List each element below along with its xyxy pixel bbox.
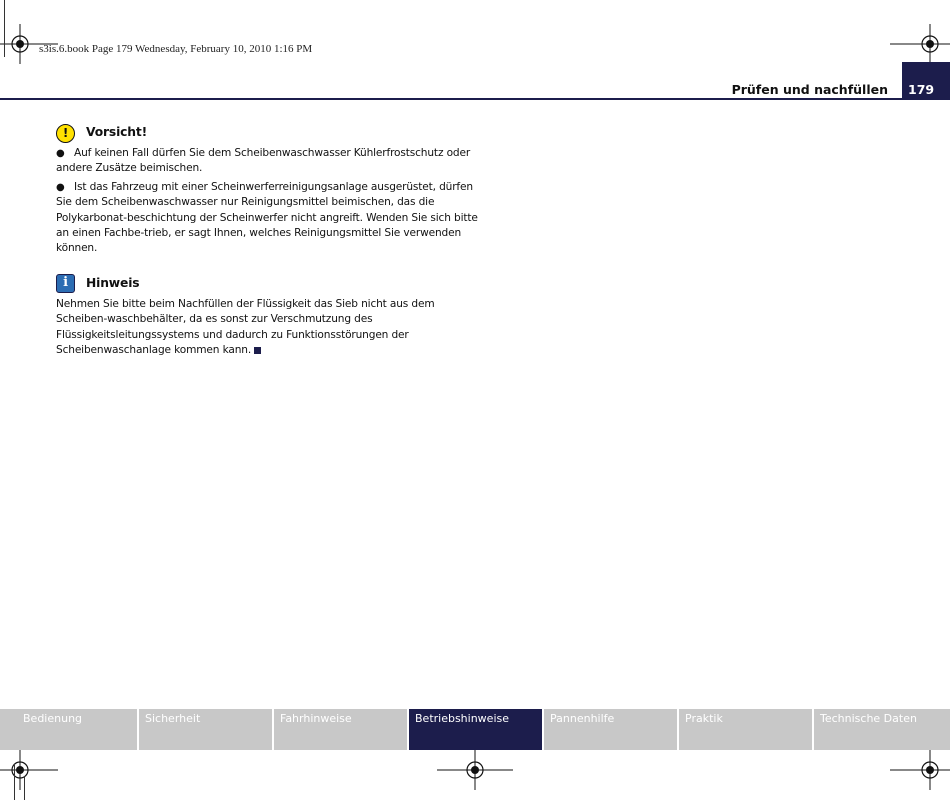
tab-fahrhinweise[interactable] (274, 709, 407, 750)
trim-line-left-bottom-2 (24, 776, 25, 800)
caution-title: Vorsicht! (86, 125, 148, 140)
page-content (56, 122, 481, 358)
page-number: 179 (908, 82, 935, 97)
tab-technische-daten[interactable] (814, 709, 950, 750)
caution-icon (56, 124, 75, 143)
caution-bullet-text: Ist das Fahrzeug mit einer Scheinwerferreinigungsanlage ausgerüstet, dürfen Sie dem Scheibenwaschwasser nur Reinigungsmittel beimischen, das die Polykarbonat-beschichtung der Scheinwerfer nicht angreift. Wenden Sie sich bitte an einen Fachbe-trieb, er sagt Ihnen, welches Reinigungsmittel Sie verwenden können. (56, 180, 478, 255)
tab-label: Sicherheit (145, 712, 201, 725)
bullet-dot-icon: ● (56, 148, 65, 159)
bullet-dot-icon: ● (56, 181, 65, 193)
registration-mark-bottom-left-icon (0, 750, 60, 790)
tab-label: Praktik (685, 712, 723, 725)
tab-label: Pannenhilfe (550, 712, 615, 725)
tab-bedienung[interactable] (0, 709, 137, 750)
registration-mark-bottom-right-icon (890, 750, 950, 790)
chapter-tab-bar (0, 709, 950, 750)
section-title: Prüfen und nachfüllen (731, 82, 888, 97)
note-block (56, 273, 481, 359)
caution-heading (56, 122, 481, 144)
tab-label: Bedienung (23, 712, 83, 725)
note-paragraph (56, 297, 481, 359)
registration-mark-top-right-icon (890, 24, 950, 64)
caution-bullet-text: Auf keinen Fall dürfen Sie dem Scheibenwaschwasser Kühlerfrostschutz oder andere Zusätze beimischen. (56, 147, 471, 175)
caution-block (56, 122, 481, 257)
note-text: Nehmen Sie bitte beim Nachfüllen der Flüssigkeit das Sieb nicht aus dem Scheiben-waschbehälter, da es sonst zur Verschmutzung des Flüssigkeitsleitungssystems und dadurch zu Funktionsstörungen der Scheibenwaschanlage kommen kann. (56, 297, 435, 357)
note-title: Hinweis (86, 276, 140, 291)
header-rule (0, 98, 902, 100)
trim-line-left (4, 0, 5, 57)
caution-bullet (56, 180, 481, 257)
trim-line-left-bottom (14, 764, 15, 800)
tab-label: Betriebshinweise (415, 712, 510, 725)
caution-bullet (56, 146, 481, 177)
book-info-line: s3is.6.book Page 179 Wednesday, February 10, 2010 1:16 PM (39, 43, 313, 55)
registration-mark-bottom-center-icon (437, 750, 513, 790)
tab-pannenhilfe[interactable] (544, 709, 677, 750)
note-heading (56, 273, 481, 295)
tab-betriebshinweise[interactable] (409, 709, 542, 750)
end-of-section-icon (254, 347, 261, 354)
info-icon (56, 274, 75, 293)
tab-sicherheit[interactable] (139, 709, 272, 750)
tab-label: Technische Daten (820, 712, 917, 725)
tab-praktik[interactable] (679, 709, 812, 750)
tab-label: Fahrhinweise (280, 712, 352, 725)
